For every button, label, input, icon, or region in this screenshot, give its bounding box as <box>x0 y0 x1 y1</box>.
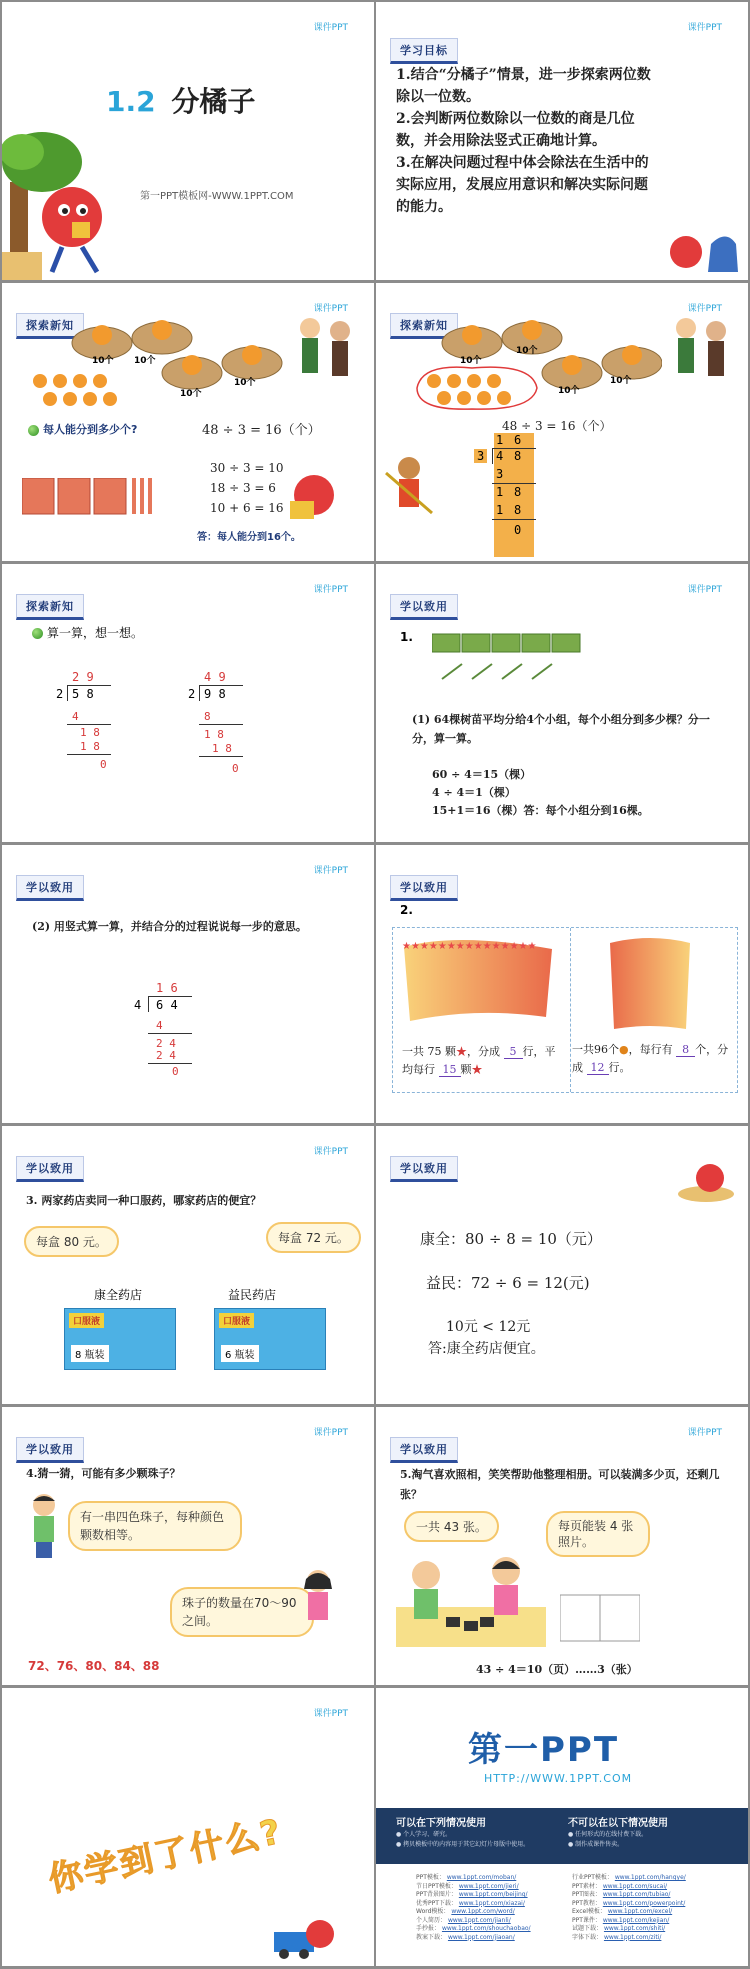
brand-tag: 课件PPT <box>687 1428 722 1438</box>
solution-line: 15+1＝16（棵）答：每个小组分到16棵。 <box>432 804 649 817</box>
resource-link[interactable]: PPT模板： www.1ppt.com/moban/ <box>416 1874 517 1881</box>
speech-bubble: 每页能装 4 张照片。 <box>546 1511 650 1557</box>
section-tab: 学以致用 <box>390 594 458 620</box>
section-tab: 学以致用 <box>390 1156 458 1182</box>
solution-line: 康全：80 ÷ 8 = 10（元） <box>420 1230 602 1248</box>
goals-list <box>396 64 658 218</box>
resource-link[interactable]: 教案下载： www.1ppt.com/jiaoan/ <box>416 1933 515 1941</box>
medicine-box <box>64 1308 176 1370</box>
exercise-text: 行，平均每行 <box>402 1045 556 1076</box>
cannot-use-item: ● 任何形式的在线付费下载。 <box>568 1831 648 1838</box>
brand-tag: 课件PPT <box>687 585 722 595</box>
medicine-box <box>214 1308 326 1370</box>
slide-apply-5 <box>2 1407 374 1685</box>
boy-illustration <box>24 1491 64 1561</box>
box-label: 口服液 <box>69 1313 104 1328</box>
problem-text: 3. 两家药店卖同一种口服药，哪家药店的便宜？ <box>26 1194 262 1207</box>
cannot-use-title: 不可以在以下情况使用 <box>568 1818 668 1829</box>
section-tab: 学以致用 <box>16 875 84 901</box>
site-url: HTTP://WWW.1PPT.COM <box>484 1772 633 1785</box>
cannot-use-list <box>568 1830 647 1850</box>
slide-explore-2 <box>376 283 748 561</box>
divisor: 3 <box>474 449 487 463</box>
resource-link[interactable]: PPT课件： www.1ppt.com/kejian/ <box>572 1916 670 1924</box>
basket-label: 10个 <box>558 386 580 396</box>
quotient: 4 9 <box>204 670 226 684</box>
resource-link[interactable]: PPT素材： www.1ppt.com/sucai/ <box>572 1882 668 1890</box>
pack-size: 8 瓶装 <box>71 1345 109 1362</box>
quotient: 2 9 <box>72 670 94 684</box>
dot-icon: ● <box>619 1043 629 1056</box>
brand-tag: 课件PPT <box>313 1709 348 1719</box>
basket-label: 10个 <box>92 356 114 366</box>
solution-line: 60 ÷ 4＝15（棵） <box>432 768 532 781</box>
exercise-text: ，分成 <box>467 1045 500 1058</box>
right-exercise-text <box>572 1041 736 1077</box>
section-tab: 探索新知 <box>16 594 84 620</box>
grouped-oranges-illustration <box>412 363 542 413</box>
slide-apply-1 <box>376 564 748 842</box>
division-step: 8 <box>514 503 522 517</box>
resource-link[interactable]: PPT背景图片： www.1ppt.com/beijing/ <box>416 1891 528 1898</box>
brand-tag: 课件PPT <box>313 304 348 314</box>
slide-apply-4 <box>2 1126 374 1404</box>
slide-learning-goals <box>376 2 748 280</box>
division-remainder: 0 <box>172 1065 179 1078</box>
apple-bag-illustration <box>666 224 741 274</box>
division-step: 4 <box>156 1019 163 1032</box>
stars-flag-illustration <box>396 937 560 1027</box>
goal-item: 1.结合“分橘子”情景，进一步探索两位数除以一位数。 <box>396 67 651 105</box>
resource-link[interactable]: 个人简历： www.1ppt.com/jianli/ <box>416 1916 511 1924</box>
section-tab: 学习目标 <box>390 38 458 64</box>
resource-link[interactable]: 行业PPT模板： www.1ppt.com/hangye/ <box>572 1874 686 1881</box>
slide-summary <box>2 1688 374 1966</box>
solution-line: 10元 < 12元 <box>446 1319 531 1335</box>
answer-blank: 15 <box>439 1063 461 1077</box>
division-step: 2 4 <box>156 1049 176 1062</box>
exercise-text: 个，分成 <box>572 1043 729 1074</box>
license-banner <box>376 1808 748 1864</box>
girl-illustration <box>298 1567 338 1637</box>
divisor: 4 <box>134 998 142 1012</box>
solution-line: 4 ÷ 4＝1（棵） <box>432 786 516 799</box>
apple-character-illustration <box>2 122 132 280</box>
problem-text: (2) 用竖式算一算，并结合分的过程说说每一步的意思。 <box>32 920 307 933</box>
star-icon: ★ <box>456 1045 467 1058</box>
divisor: 2 <box>56 687 64 701</box>
exercise-text: ，每行有 <box>628 1043 673 1056</box>
main-equation: 48 ÷ 3 = 16（个） <box>202 423 321 438</box>
division-step: 1 8 <box>80 726 100 739</box>
question-row <box>28 421 137 437</box>
links-right <box>572 1874 686 1942</box>
speech-bubble: 一共 43 张。 <box>404 1511 499 1542</box>
price-bubble: 每盒 72 元。 <box>266 1222 361 1253</box>
solution-line: 益民：72 ÷ 6 = 12(元) <box>426 1274 590 1292</box>
bullet-icon <box>32 628 43 639</box>
answer-text: 72、76、80、84、88 <box>28 1659 160 1673</box>
equation: 48 ÷ 3 = 16（个） <box>502 419 612 433</box>
goal-item: 2.会判断两位数除以一位数的商是几位数，并会用除法竖式正确地计算。 <box>396 111 635 149</box>
brand-tag: 课件PPT <box>687 304 722 314</box>
left-exercise-text <box>402 1043 562 1079</box>
division-step: 8 <box>204 710 211 723</box>
summary-headline: 你学到了什么? <box>45 1811 287 1901</box>
can-use-item: ● 拷贝模板中的内容用于其它幻灯片母版中使用。 <box>396 1841 530 1848</box>
resource-link[interactable]: PPT图表： www.1ppt.com/tubiao/ <box>572 1891 671 1898</box>
division-step: 1 8 <box>204 728 224 741</box>
slide-title <box>2 2 374 280</box>
children-photos-illustration <box>396 1547 546 1647</box>
price-bubble: 每盒 80 元。 <box>24 1226 119 1257</box>
basket-label: 10个 <box>234 378 256 388</box>
lesson-title: 分橘子 <box>171 85 256 118</box>
section-tab: 学以致用 <box>390 875 458 901</box>
basket-label: 10个 <box>460 356 482 366</box>
train-character-illustration <box>270 1910 340 1960</box>
problem-text: 5.淘气喜欢照相，笑笑帮助他整理相册。可以装满多少页，还剩几张？ <box>400 1468 720 1501</box>
resource-link[interactable]: PPT教程： www.1ppt.com/powerpoint/ <box>572 1899 686 1907</box>
slide-explore-1 <box>2 283 374 561</box>
long-division <box>134 981 204 1091</box>
brand-tag: 课件PPT <box>313 23 348 33</box>
calc-step: 18 ÷ 3 = 6 <box>210 481 276 495</box>
section-tab: 学以致用 <box>16 1156 84 1182</box>
exercise-text: 一共96个 <box>572 1043 619 1056</box>
dividend-digit: 4 <box>496 449 504 463</box>
answer-text: 答:康全药店便宜。 <box>428 1341 545 1357</box>
answer-text: 43 ÷ 4＝10（页）……3（张） <box>476 1663 638 1676</box>
division-remainder: 0 <box>232 762 239 775</box>
brand-tag: 课件PPT <box>687 23 722 33</box>
exercise-text: 一共 75 颗 <box>402 1045 456 1058</box>
saplings-illustration <box>432 624 582 694</box>
characters-illustration <box>290 313 360 383</box>
division-remainder: 0 <box>100 758 107 771</box>
question-number: 2. <box>400 903 413 917</box>
basket-label: 10个 <box>180 389 202 399</box>
loose-oranges-illustration <box>30 371 130 411</box>
quotient-digit: 1 <box>496 433 504 447</box>
dividend: 5 8 <box>72 687 94 701</box>
cannot-use-item: ● 制作成课件售卖。 <box>568 1841 624 1848</box>
question-text: 每人能分到多少个? <box>43 423 138 436</box>
division-step: 1 8 <box>212 742 232 755</box>
division-step: 1 <box>496 485 504 499</box>
division-step: 4 <box>72 710 79 723</box>
calc-step: 30 ÷ 3 = 10 <box>210 461 284 475</box>
exercise-text: 颗 <box>460 1063 472 1076</box>
monkey-king-illustration <box>384 453 434 523</box>
watermark-text: 第一PPT模板网-WWW.1PPT.COM <box>140 191 294 202</box>
resource-link[interactable]: 节日PPT模板： www.1ppt.com/jieri/ <box>416 1882 519 1890</box>
bullet-icon <box>28 425 39 436</box>
dividend: 6 4 <box>156 998 178 1012</box>
division-step: 3 <box>496 467 504 481</box>
speech-bubble: 有一串四色珠子，每种颜色颗数相等。 <box>68 1501 242 1551</box>
section-tab: 学以致用 <box>16 1437 84 1463</box>
dividend-digit: 8 <box>514 449 522 463</box>
goal-item: 3.在解决问题过程中体会除法在生活中的实际应用，发展应用意识和解决实际问题的能力。 <box>396 155 649 215</box>
logo-area <box>376 1688 748 1808</box>
basket-label: 10个 <box>134 356 156 366</box>
lesson-heading <box>106 80 255 120</box>
answer-blank: 5 <box>504 1045 523 1059</box>
section-tab: 探索新知 <box>390 313 458 339</box>
long-division-2 <box>188 670 258 780</box>
slide-apply-2 <box>2 845 374 1123</box>
can-use-list <box>396 1830 529 1850</box>
long-division-1 <box>56 670 126 780</box>
long-division <box>472 433 542 557</box>
answer-blank: 12 <box>587 1061 609 1075</box>
division-remainder: 0 <box>514 523 522 537</box>
basket-label: 10个 <box>516 346 538 356</box>
resource-link[interactable]: Excel模板： www.1ppt.com/excel/ <box>572 1908 673 1915</box>
prompt-text: 算一算，想一想。 <box>47 626 144 640</box>
calc-step: 10 + 6 = 16 <box>210 501 284 515</box>
counting-sticks-illustration <box>22 478 167 516</box>
site-logo: 第一PPT <box>468 1730 620 1770</box>
resource-link[interactable]: 手抄报： www.1ppt.com/shouchaobao/ <box>416 1925 531 1932</box>
apple-character-icon <box>284 463 344 523</box>
division-step: 2 4 <box>156 1037 176 1050</box>
prompt-row <box>32 624 143 641</box>
can-use-item: ● 个人学习、研究。 <box>396 1831 452 1838</box>
section-tab: 学以致用 <box>390 1437 458 1463</box>
slide-apply-6 <box>376 1407 748 1685</box>
answer-text: 答：每人能分到16个。 <box>197 532 301 543</box>
slide-apply-3 <box>376 845 748 1123</box>
calc-steps <box>210 458 284 518</box>
problem-text: (1) 64棵树苗平均分给4个小组，每个小组分到多少棵？分一分，算一算。 <box>412 713 710 745</box>
slide-license <box>376 1688 748 1966</box>
slide-explore-3 <box>2 564 374 842</box>
apple-character-icon <box>676 1154 736 1204</box>
lesson-number: 1.2 <box>106 85 156 118</box>
svg-text:★★★★★★★★★★★★★★★: ★★★★★★★★★★★★★★★ <box>402 941 537 952</box>
brand-tag: 课件PPT <box>313 1428 348 1438</box>
pack-size: 6 瓶装 <box>221 1345 259 1362</box>
brand-tag: 课件PPT <box>313 866 348 876</box>
resource-link[interactable]: 优秀PPT下载： www.1ppt.com/xiazai/ <box>416 1899 525 1907</box>
divisor: 2 <box>188 687 196 701</box>
dividend: 9 8 <box>204 687 226 701</box>
links-left <box>416 1874 531 1942</box>
quotient: 1 6 <box>156 981 178 995</box>
slide-apply-4-solution <box>376 1126 748 1404</box>
store-name: 康全药店 <box>94 1288 143 1302</box>
answer-blank: 8 <box>676 1043 695 1057</box>
resource-link[interactable]: Word模板： www.1ppt.com/word/ <box>416 1908 515 1915</box>
exercise-text: 行。 <box>608 1061 631 1074</box>
problem-text: 4.猜一猜，可能有多少颗珠子？ <box>26 1467 181 1480</box>
can-use-title: 可以在下列情况使用 <box>396 1818 486 1829</box>
basket-label: 10个 <box>610 376 632 386</box>
resource-link[interactable]: 试题下载： www.1ppt.com/shiti/ <box>572 1925 666 1932</box>
photo-album-illustration <box>560 1585 640 1645</box>
section-tab: 探索新知 <box>16 313 84 339</box>
question-number: 1. <box>400 630 413 644</box>
resource-link[interactable]: 字体下载： www.1ppt.com/ziti/ <box>572 1933 662 1941</box>
speech-bubble: 珠子的数量在70～90之间。 <box>170 1587 314 1637</box>
solution-lines <box>432 766 649 820</box>
star-icon: ★ <box>471 1063 483 1076</box>
box-label: 口服液 <box>219 1313 254 1328</box>
division-step: 1 8 <box>80 740 100 753</box>
characters-illustration <box>666 313 736 383</box>
quotient-digit: 6 <box>514 433 522 447</box>
store-name: 益民药店 <box>228 1288 277 1302</box>
brand-tag: 课件PPT <box>313 585 348 595</box>
division-step: 8 <box>514 485 522 499</box>
brand-tag: 课件PPT <box>313 1147 348 1157</box>
dots-flag-illustration <box>600 933 700 1033</box>
division-step: 1 <box>496 503 504 517</box>
